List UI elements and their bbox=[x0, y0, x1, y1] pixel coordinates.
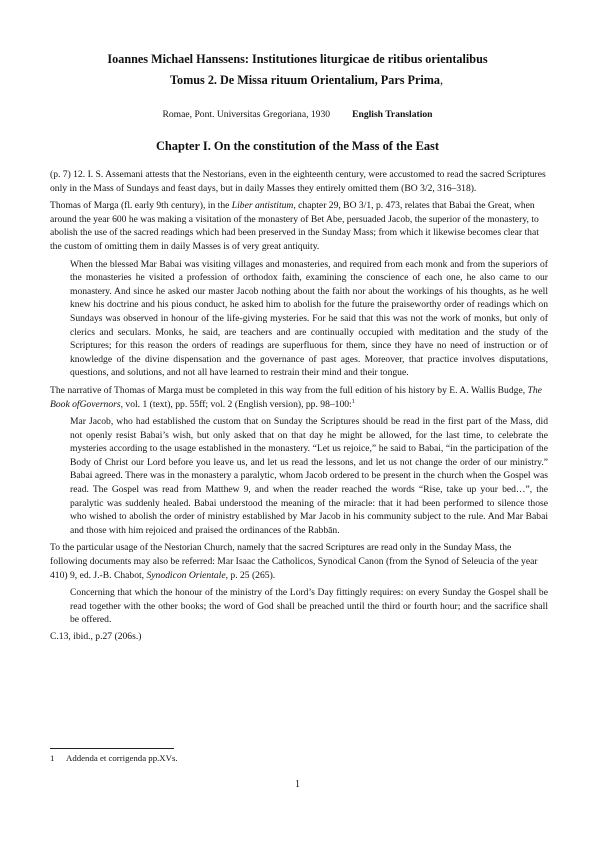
block-quote-mar-jacob: Mar Jacob, who had established the custom that on Sunday the Scriptures should be read in the first part of the Mass, did not openly resist Babai’s wish, but only asked that on that day he might be allowed, for the last time, to celebrate the mysteries according to the usage established in the monastery. “Let us rejoice,” he said to Babai, “in the participation of the Body of Christ our Lord before you leave us, and let us read the lessons, and let us not change the order of our ministry.” Babai agreed. There was in the monastery a paralytic, whom Jacob ordered to be present in the church when the Gospel was read. The Gospel was read from Matthew 9, and when the reader reached the words “Rise, take up your bed…”, the paralytic was suddenly healed. Babai understood the meaning of the miracle: that it had been performed to silence those who wished to abolish the order of ministry established by Mar Jacob in his community subject to the rule. And Mar Babai and those with him rejoiced and praised the ordinances of the Rabbān. bbox=[70, 416, 548, 536]
book-title: Ioannes Michael Hanssens: Institutiones liturgicae de ritibus orientalibus bbox=[107, 52, 488, 66]
footnote-reference: 1 bbox=[351, 398, 355, 405]
paragraph-text: , chapter 29, BO 3/1, p. 473, relates that Babai the Great, when around the year 600 he was making a visitation of the monastery of Bet Abe, persuaded Jacob, the superior of the monastery, to abolish the use of the sacred readings which had been preserved in the Sunday Mass; from which it likewise becomes clear that the custom of omitting them in daily Masses is of very great antiquity. bbox=[50, 200, 539, 252]
volume-title-comma: , bbox=[440, 73, 444, 87]
publication-info: Romae, Pont. Universitas Gregoriana, 1930 bbox=[162, 109, 331, 120]
footnote-number: 1 bbox=[50, 753, 55, 763]
volume-title bbox=[170, 73, 443, 88]
paragraph-text: Thomas of Marga (fl. early 9th century), in the bbox=[50, 200, 232, 212]
block-quote-babai: When the blessed Mar Babai was visiting villages and monasteries, and required from each monk and from the superiors of the monasteries he visited a profession of orthodox faith, examining the conscience of each one, he also came to our monastery. And since he asked our master Jacob nothing about the faith nor about the workings of his thoughts, as he well knew his doctrine and his pious conduct, he asked him to abolish for the future the praiseworthy order of readings which on Sundays was observed in honour of the life-giving mysteries. For he said that this was not the work of monks, but only of clerics and seculars. Monks, he said, are teachers and are continually occupied with meditation and the study of the Scriptures; for this reason the orders of readings are superfluous for them, since they have no need of instruction or of knowledge of the divine dispensation and the governance of past ages. Moreover, that practice involves disputations, questions, and solutions, and not all have learned to restrain their mind and their tongue. bbox=[70, 258, 548, 379]
paragraph-text: To the particular usage of the Nestorian Church, namely that the sacred Scriptures are read only in the Sunday Mass, the following documents may also be referred: Mar Isaac the Catholicos, Synodical Canon (from the Synod of Seleucia of the year 410) 9, ed. J.-B. Chabot, bbox=[50, 542, 538, 581]
footnote bbox=[50, 753, 178, 763]
footnote-text: Addenda et corrigenda pp.XVs. bbox=[66, 753, 178, 763]
document-body bbox=[50, 168, 548, 648]
paragraph-thomas-of-marga bbox=[50, 199, 548, 253]
paragraph-text: The narrative of Thomas of Marga must be completed in this way from the full edition of his history by E. A. Wallis Budge, bbox=[50, 384, 528, 396]
paragraph-budge-edition bbox=[50, 384, 548, 411]
paragraph-text: , p. 25 (265). bbox=[225, 569, 276, 581]
block-quote-canon: Concerning that which the honour of the ministry of the Lord’s Day fittingly requires: on every Sunday the Gospel shall be read together with the other books; the word of God shall be preached until the third or fourth hour; and the sacrifice shall be offered. bbox=[70, 587, 548, 626]
paragraph-nestorian-usage bbox=[50, 541, 548, 582]
work-title: The Book ofGovernors bbox=[50, 384, 542, 410]
paragraph-text: , vol. 1 (text), pp. 55ff; vol. 2 (English version), pp. 98–100: bbox=[120, 398, 352, 410]
page-number: 1 bbox=[295, 779, 300, 790]
volume-title-text: Tomus 2. De Missa rituum Orientalium, Pars Prima bbox=[170, 73, 441, 87]
chapter-heading: Chapter I. On the constitution of the Mass of the East bbox=[155, 139, 440, 153]
translation-label: English Translation bbox=[352, 109, 433, 120]
work-title: Synodicon Orientale bbox=[146, 569, 226, 581]
paragraph-citation: C.13, ibid., p.27 (206s.) bbox=[50, 631, 142, 642]
paragraph-assemani: (p. 7) 12. I. S. Assemani attests that the Nestorians, even in the eighteenth century, were accustomed to read the sacred Scriptures only in the Mass of Sundays and feast days, but in daily Masses they entirely omitted them (BO 3/2, 316–318). bbox=[50, 169, 546, 194]
footnote-divider bbox=[50, 748, 174, 749]
publication-line bbox=[0, 109, 595, 120]
work-title: Liber antistitum bbox=[231, 200, 294, 212]
